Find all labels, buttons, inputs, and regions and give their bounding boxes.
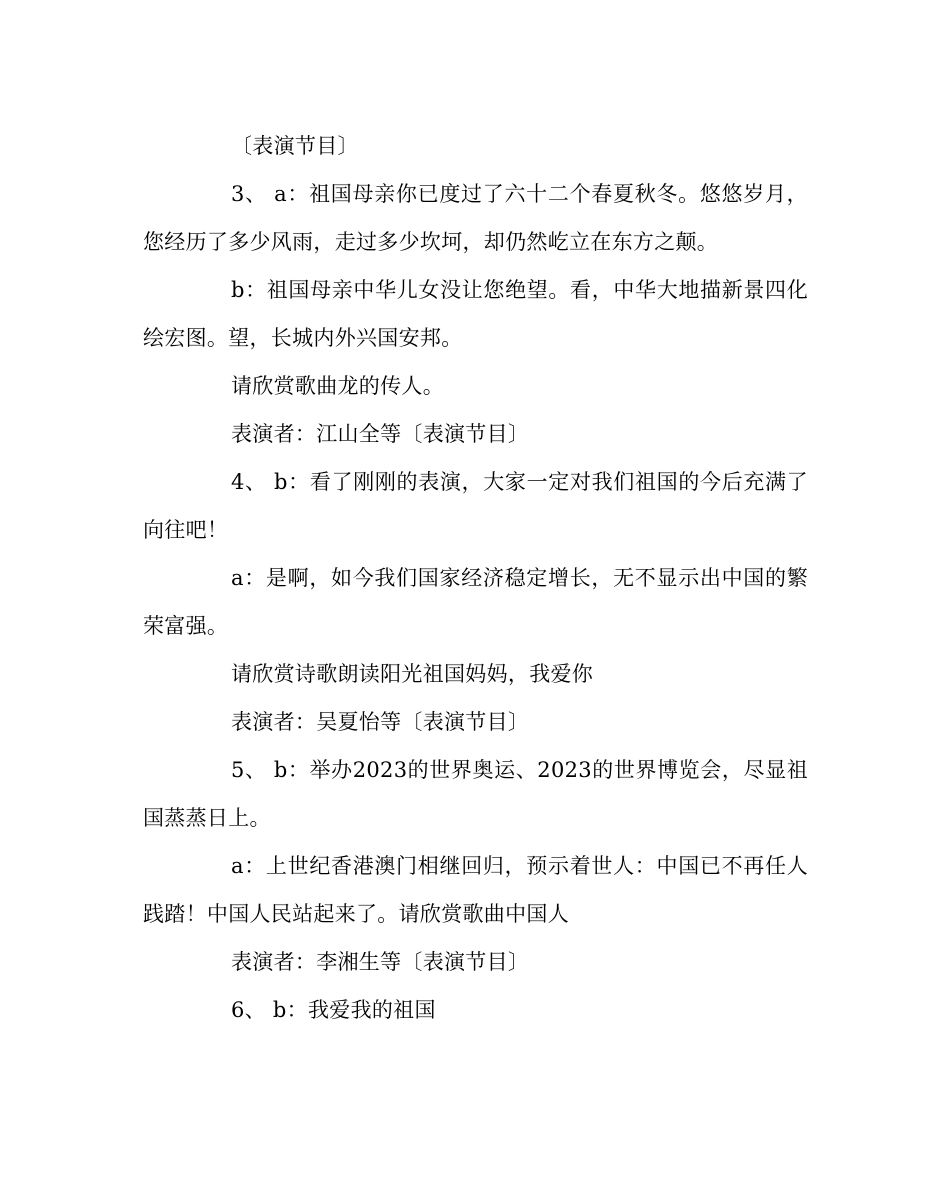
paragraph-5-a: a：上世纪香港澳门相继回归，预示着世人：中国已不再任人践踏！中国人民站起来了。请欣赏歌曲中国人 — [143, 854, 808, 926]
paragraph-performer-1: 表演者：江山全等〔表演节目〕 — [231, 422, 530, 446]
paragraph-poem-intro: 请欣赏诗歌朗读阳光祖国妈妈，我爱你 — [231, 662, 594, 686]
paragraph-5-b: 5、 b：举办2023的世界奥运、2023的世界博览会，尽显祖国蒸蒸日上。 — [143, 758, 808, 830]
document-body — [143, 122, 808, 1034]
paragraph-song-intro-1: 请欣赏歌曲龙的传人。 — [231, 374, 444, 398]
paragraph-3-b: b：祖国母亲中华儿女没让您绝望。看，中华大地描新景四化绘宏图。望，长城内外兴国安邦。 — [143, 278, 808, 350]
paragraph-6-b: 6、 b：我爱我的祖国 — [231, 998, 436, 1022]
paragraph-performance-note: 〔表演节目〕 — [231, 134, 359, 158]
paragraph-4-a: a：是啊，如今我们国家经济稳定增长，无不显示出中国的繁荣富强。 — [143, 566, 808, 638]
paragraph-3-a: 3、 a：祖国母亲你已度过了六十二个春夏秋冬。悠悠岁月，您经历了多少风雨，走过多少坎坷，却仍然屹立在东方之颠。 — [143, 182, 808, 254]
paragraph-performer-2: 表演者：吴夏怡等〔表演节目〕 — [231, 710, 530, 734]
paragraph-4-b: 4、 b：看了刚刚的表演，大家一定对我们祖国的今后充满了向往吧！ — [143, 470, 808, 542]
paragraph-performer-3: 表演者：李湘生等〔表演节目〕 — [231, 950, 530, 974]
